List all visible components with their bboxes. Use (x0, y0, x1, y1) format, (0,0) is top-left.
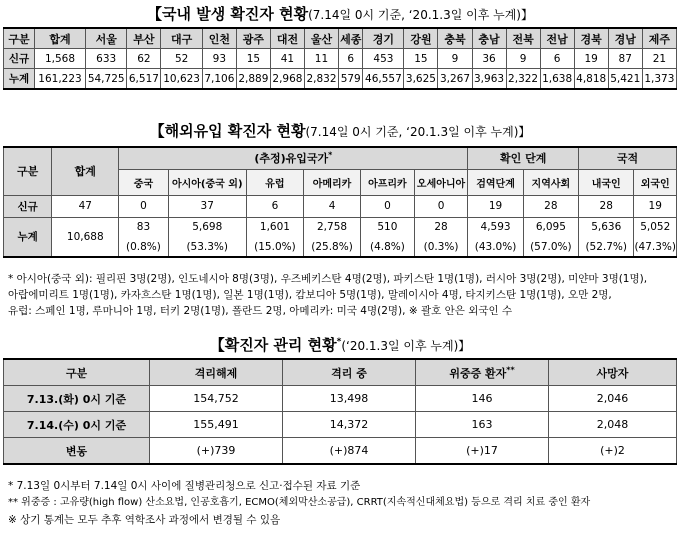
overseas-cell: 37 (168, 195, 246, 217)
domestic-cell: 3,963 (472, 69, 506, 90)
domestic-cell: 15 (404, 49, 438, 69)
overseas-cell: 5,052 (634, 217, 677, 237)
domestic-header-cell: 경남 (608, 28, 642, 49)
overseas-subtitle: (7.14일 0시 기준, ‘20.1.3일 이후 누계)】 (305, 125, 531, 139)
domestic-header-cell: 충북 (438, 28, 472, 49)
overseas-cell: 28 (414, 217, 468, 237)
domestic-cell: 62 (127, 49, 161, 69)
overseas-title-text: 【해외유입 확진자 현황 (149, 122, 306, 140)
management-cell: 14,372 (283, 412, 416, 438)
overseas-header-nationality: 국적 (579, 147, 677, 169)
management-cell: (+)739 (150, 438, 283, 465)
domestic-table (3, 27, 677, 90)
overseas-note-2: 아랍에미리트 1명(1명), 카자흐스탄 1명(1명), 일본 1명(1명), 캄보디아 5명(1명), 말레이시아 4명, 타지키스탄 1명(1명), 오만 2명, (8, 289, 612, 301)
domestic-cell: 7,106 (202, 69, 236, 90)
overseas-title (0, 120, 680, 141)
overseas-cell: 6,095 (523, 217, 578, 237)
overseas-note-1: * 아시아(중국 외): 필리핀 3명(2명), 인도네시아 8명(3명), 우즈베키스탄 4명(2명), 파키스탄 1명(1명), 러시아 3명(2명), 미얀마 3명(1명), (8, 273, 648, 285)
management-note-1: * 7.13일 0시부터 7.14일 0시 사이에 질병관리청으로 신고·접수된 자료 기준 (8, 480, 361, 492)
overseas-subheader-cell: 내국인 (579, 169, 634, 195)
domestic-header-cell: 경북 (574, 28, 608, 49)
overseas-header-estimated-text: (추정)유입국가 (254, 152, 329, 166)
domestic-row-new (4, 49, 677, 69)
management-row-label: 7.13.(화) 0시 기준 (4, 386, 150, 412)
overseas-header-total: 합계 (52, 147, 119, 195)
domestic-cell: 9 (438, 49, 472, 69)
overseas-group-header-row (4, 147, 677, 169)
domestic-cell: 19 (574, 49, 608, 69)
management-header-severe-text: 위중증 환자 (449, 366, 507, 380)
management-cell: 2,048 (549, 412, 677, 438)
management-header-cell: 사망자 (549, 359, 677, 386)
domestic-cell: 5,421 (608, 69, 642, 90)
domestic-header-cell: 대전 (270, 28, 304, 49)
domestic-header-cell: 전남 (540, 28, 574, 49)
domestic-cell: 41 (270, 49, 304, 69)
domestic-cell: 2,832 (304, 69, 338, 90)
domestic-cell: 2,322 (506, 69, 540, 90)
overseas-cell: 2,758 (303, 217, 360, 237)
domestic-cell: 161,223 (35, 69, 86, 90)
management-row-label: 7.14.(수) 0시 기준 (4, 412, 150, 438)
domestic-cell: 3,625 (404, 69, 438, 90)
domestic-cell: 21 (642, 49, 676, 69)
overseas-row-label: 누계 (4, 217, 52, 257)
overseas-row-label: 신규 (4, 195, 52, 217)
overseas-pct-cell: (25.8%) (303, 237, 360, 257)
domestic-header-cell: 부산 (127, 28, 161, 49)
domestic-header-cell: 서울 (86, 28, 127, 49)
overseas-cell: 83 (119, 217, 168, 237)
management-title-mark: * (336, 337, 342, 347)
management-title-text: 【확진자 관리 현황 (209, 336, 337, 354)
domestic-header-cell: 인천 (202, 28, 236, 49)
domestic-header-cell: 울산 (304, 28, 338, 49)
management-title (0, 334, 680, 355)
domestic-cell: 93 (202, 49, 236, 69)
domestic-title (0, 3, 680, 24)
management-cell: 154,752 (150, 386, 283, 412)
overseas-pct-cell: (43.0%) (468, 237, 523, 257)
overseas-pct-cell: (53.3%) (168, 237, 246, 257)
overseas-header-confirm: 확인 단계 (468, 147, 579, 169)
management-cell: (+)17 (416, 438, 549, 465)
overseas-header-estimated-mark: * (328, 150, 333, 160)
domestic-cell: 46,557 (363, 69, 404, 90)
domestic-cell: 87 (608, 49, 642, 69)
domestic-header-cell: 세종 (339, 28, 363, 49)
domestic-cell: 2,968 (270, 69, 304, 90)
management-header-row (4, 359, 677, 386)
overseas-pct-cell: (0.3%) (414, 237, 468, 257)
management-cell: 155,491 (150, 412, 283, 438)
overseas-subheader-cell: 아시아(중국 외) (168, 169, 246, 195)
management-subtitle: (‘20.1.3일 이후 누계)】 (341, 339, 471, 353)
overseas-header-estimated (119, 147, 468, 169)
domestic-cell: 1,568 (35, 49, 86, 69)
domestic-cell: 633 (86, 49, 127, 69)
domestic-cell: 36 (472, 49, 506, 69)
management-cell: 13,498 (283, 386, 416, 412)
overseas-cell: 28 (579, 195, 634, 217)
management-cell: (+)2 (549, 438, 677, 465)
domestic-header-cell: 대구 (161, 28, 202, 49)
overseas-cell: 10,688 (52, 217, 119, 257)
management-cell: 2,046 (549, 386, 677, 412)
overseas-row-cumulative (4, 217, 677, 237)
domestic-subtitle: (7.14일 0시 기준, ‘20.1.3일 이후 누계)】 (308, 8, 533, 22)
management-header-cell: 격리해제 (150, 359, 283, 386)
overseas-pct-cell: (47.3%) (634, 237, 677, 257)
overseas-subheader-cell: 지역사회 (523, 169, 578, 195)
overseas-cell: 4 (303, 195, 360, 217)
domestic-cell: 2,889 (236, 69, 270, 90)
management-header-cell: 구분 (4, 359, 150, 386)
management-row (4, 386, 677, 412)
overseas-cell: 19 (468, 195, 523, 217)
overseas-cell: 19 (634, 195, 677, 217)
domestic-header-cell: 광주 (236, 28, 270, 49)
overseas-subheader-cell: 아메리카 (303, 169, 360, 195)
management-cell: 146 (416, 386, 549, 412)
overseas-cell: 0 (414, 195, 468, 217)
overseas-subheader-cell: 오세아니아 (414, 169, 468, 195)
management-note-2: ** 위중증 : 고유량(high flow) 산소요법, 인공호흡기, ECMO(체외막산소공급), CRRT(지속적신대체요법) 등으로 격리 치료 중인 환자 (8, 497, 591, 508)
management-row (4, 412, 677, 438)
management-header-severe (416, 359, 549, 386)
domestic-row-label: 누계 (4, 69, 35, 90)
overseas-row-new (4, 195, 677, 217)
domestic-header-cell: 제주 (642, 28, 676, 49)
domestic-header-cell: 전북 (506, 28, 540, 49)
domestic-cell: 1,373 (642, 69, 676, 90)
overseas-pct-cell: (57.0%) (523, 237, 578, 257)
overseas-subheader-cell: 중국 (119, 169, 168, 195)
domestic-header-row (4, 28, 677, 49)
domestic-title-text: 【국내 발생 확진자 현황 (147, 5, 309, 23)
management-cell: (+)874 (283, 438, 416, 465)
domestic-cell: 6,517 (127, 69, 161, 90)
overseas-cell: 510 (361, 217, 415, 237)
domestic-header-cell: 구분 (4, 28, 35, 49)
domestic-header-cell: 강원 (404, 28, 438, 49)
management-row-label: 변동 (4, 438, 150, 465)
overseas-cell: 0 (361, 195, 415, 217)
domestic-cell: 11 (304, 49, 338, 69)
overseas-cell: 28 (523, 195, 578, 217)
overseas-table (3, 146, 677, 258)
overseas-subheader-cell: 유럽 (246, 169, 303, 195)
overseas-cell: 0 (119, 195, 168, 217)
domestic-header-cell: 경기 (363, 28, 404, 49)
overseas-cell: 47 (52, 195, 119, 217)
overseas-pct-cell: (4.8%) (361, 237, 415, 257)
domestic-header-cell: 합계 (35, 28, 86, 49)
domestic-row-label: 신규 (4, 49, 35, 69)
domestic-cell: 579 (339, 69, 363, 90)
domestic-row-cumulative (4, 69, 677, 90)
overseas-note-3: 유럽: 스페인 1명, 루마니아 1명, 터키 2명(1명), 폴란드 2명, 아메리카: 미국 4명(2명), ※ 괄호 안은 외국인 수 (8, 305, 513, 317)
overseas-cell: 5,636 (579, 217, 634, 237)
overseas-header-gubun: 구분 (4, 147, 52, 195)
domestic-header-cell: 충남 (472, 28, 506, 49)
domestic-cell: 3,267 (438, 69, 472, 90)
overseas-pct-cell: (15.0%) (246, 237, 303, 257)
domestic-cell: 6 (540, 49, 574, 69)
domestic-cell: 10,623 (161, 69, 202, 90)
overseas-pct-cell: (52.7%) (579, 237, 634, 257)
overseas-subheader-cell: 아프리카 (361, 169, 415, 195)
domestic-cell: 4,818 (574, 69, 608, 90)
overseas-subheader-cell: 검역단계 (468, 169, 523, 195)
domestic-cell: 52 (161, 49, 202, 69)
management-row-change (4, 438, 677, 465)
overseas-cell: 5,698 (168, 217, 246, 237)
management-note-3: ※ 상기 통계는 모두 추후 역학조사 과정에서 변경될 수 있음 (8, 514, 281, 526)
overseas-cell: 6 (246, 195, 303, 217)
management-header-cell: 격리 중 (283, 359, 416, 386)
overseas-cell: 1,601 (246, 217, 303, 237)
domestic-cell: 54,725 (86, 69, 127, 90)
overseas-subheader-cell: 외국인 (634, 169, 677, 195)
management-cell: 163 (416, 412, 549, 438)
management-table (3, 358, 677, 465)
domestic-cell: 6 (339, 49, 363, 69)
management-header-severe-mark: ** (506, 364, 515, 374)
overseas-pct-cell: (0.8%) (119, 237, 168, 257)
domestic-cell: 453 (363, 49, 404, 69)
domestic-cell: 9 (506, 49, 540, 69)
overseas-cell: 4,593 (468, 217, 523, 237)
domestic-cell: 15 (236, 49, 270, 69)
domestic-cell: 1,638 (540, 69, 574, 90)
